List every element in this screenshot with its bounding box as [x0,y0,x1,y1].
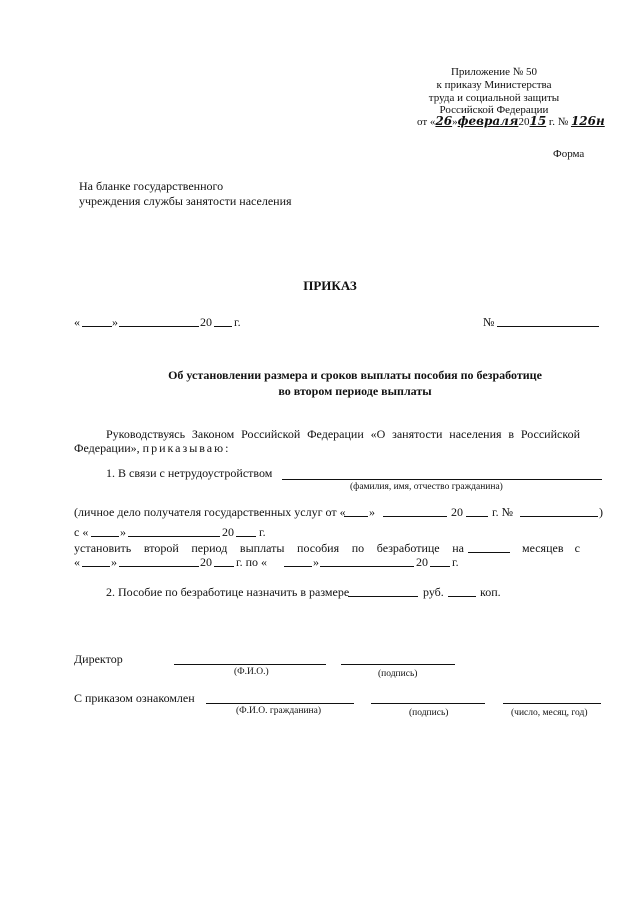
from-day-field[interactable] [91,536,119,537]
blank-line-1: На бланке государственного [79,179,224,193]
acquainted-label: С приказом ознакомлен [74,691,195,705]
citizen-name-caption: (фамилия, имя, отчество гражданина) [350,482,503,492]
from-year-field[interactable] [236,536,256,537]
to-close: » [111,555,117,569]
order-number-label: № [483,315,495,329]
months-label: месяцев с [522,541,580,555]
order-date-open: « [74,315,80,329]
director-fio-field[interactable] [174,664,326,665]
director-signature-field[interactable] [341,664,455,665]
annex-date-line [417,115,605,129]
order-year-prefix: 20 [200,315,212,329]
director-fio-caption: (Ф.И.О.) [234,667,269,677]
preamble-line-1: Руководствуясь Законом Российской Федерации «О занятости населения в Российской [106,427,580,441]
to-open: « [74,555,80,569]
order-day-field[interactable] [82,326,112,327]
from-suffix: г. [259,525,266,539]
annex-month: февраля [457,114,519,128]
annex-date-mid: » [452,116,458,128]
case-number-label: г. № [492,505,514,519]
from-year-prefix: 20 [222,525,234,539]
order-year-field[interactable] [214,326,232,327]
preamble-line-2 [74,441,230,455]
citizen-signature-caption: (подпись) [409,708,449,718]
annex-line-4: Российской Федерации [439,104,549,116]
annex-line-3: труда и социальной защиты [428,92,560,104]
clause1-label: 1. В связи с нетрудоустройством [106,466,273,480]
case-number-field[interactable] [520,516,598,517]
to-year-field-1[interactable] [214,566,234,567]
case-month-field[interactable] [383,516,447,517]
until-year-field[interactable] [430,566,450,567]
annex-number: 126н [570,114,605,128]
period-line: установить второй период выплаты пособия по безработице на [74,541,464,555]
order-date-close: » [112,315,118,329]
blank-line-2: учреждения службы занятости населения [79,194,292,208]
citizen-fio-caption: (Ф.И.О. гражданина) [236,706,321,716]
case-day-field[interactable] [344,516,368,517]
annex-day: 26 [435,114,453,128]
case-year-prefix: 20 [451,505,463,519]
until-day-field[interactable] [284,566,312,567]
citizen-fio-field[interactable] [206,703,354,704]
order-month-field[interactable] [119,326,199,327]
months-field[interactable] [468,552,510,553]
annex-number-prefix: г. № [548,116,569,128]
to-month-field[interactable] [119,566,199,567]
to-suffix: г. [452,555,459,569]
annex-line-1: Приложение № 50 [450,66,538,78]
kop-label: коп. [480,585,501,599]
page-title: ПРИКАЗ [303,278,357,293]
subject-line-2: во втором периоде выплаты [278,384,432,398]
annex-date-prefix: от « [417,116,436,128]
to-close-2: » [313,555,319,569]
rub-label: руб. [423,585,444,599]
to-day-field[interactable] [82,566,110,567]
case-year-field[interactable] [466,516,488,517]
director-label: Директор [74,652,123,666]
annex-year-prefix: 20 [518,116,530,128]
acquaintance-date-field[interactable] [503,703,601,704]
from-prefix: с « [74,525,89,539]
order-year-suffix: г. [234,315,241,329]
benefit-rub-field[interactable] [348,596,418,597]
from-month-field[interactable] [128,536,220,537]
annex-year: 15 [529,114,547,128]
order-number-field[interactable] [497,326,599,327]
case-date-close: » [369,505,375,519]
benefit-kop-field[interactable] [448,596,476,597]
from-close: » [120,525,126,539]
form-label: Форма [553,148,585,160]
case-file-text: (личное дело получателя государственных услуг от « [74,505,346,519]
preamble-line-2-start: Федерации», [74,441,140,455]
clause2-text: 2. Пособие по безработице назначить в размере [106,585,350,599]
subject-line-1: Об установлении размера и сроков выплаты пособия по безработице [168,368,542,382]
to-mid: г. по « [236,555,267,569]
case-close-paren: ) [599,505,603,519]
citizen-signature-field[interactable] [371,703,485,704]
director-signature-caption: (подпись) [378,669,418,679]
citizen-name-field[interactable] [282,479,602,480]
acquaintance-date-caption: (число, месяц, год) [511,708,588,718]
to-year-prefix-2: 20 [416,555,428,569]
to-year-prefix-1: 20 [200,555,212,569]
until-month-field[interactable] [320,566,414,567]
annex-line-2: к приказу Министерства [436,79,552,91]
preamble-order-word: приказываю: [142,441,231,455]
